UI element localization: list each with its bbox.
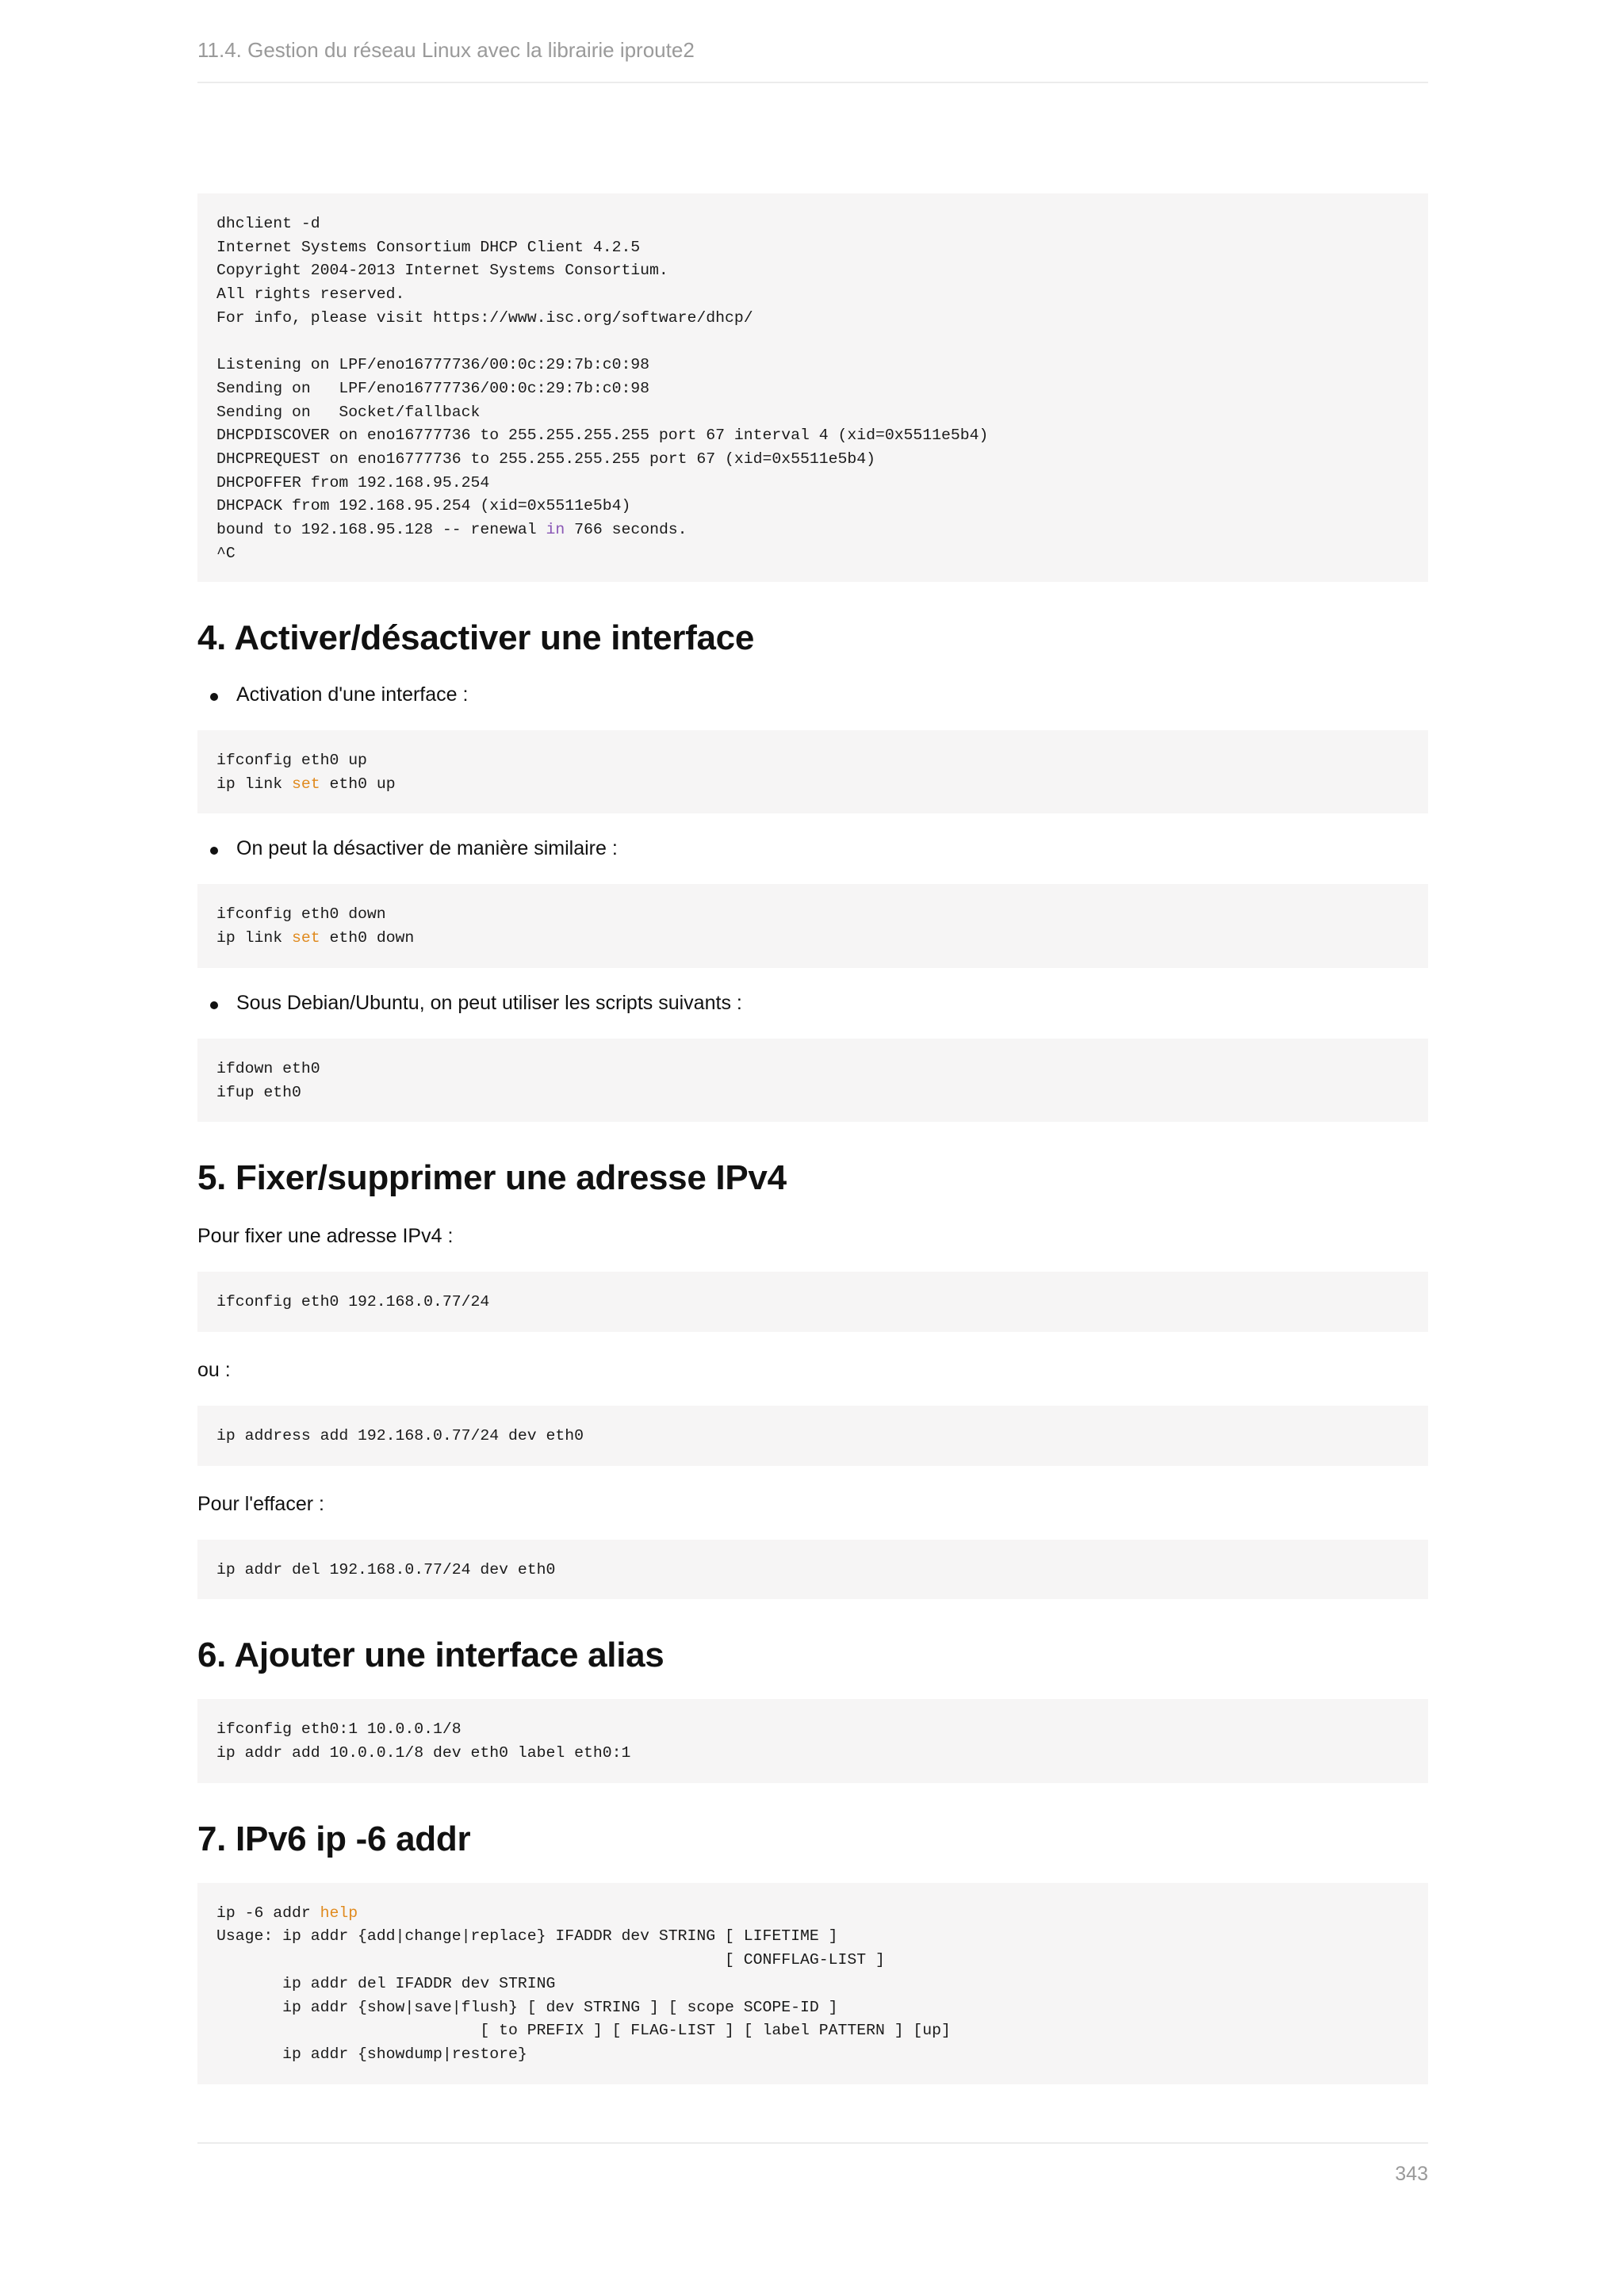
list-item: Activation d'une interface : bbox=[197, 683, 1428, 706]
footer-divider bbox=[197, 2142, 1428, 2144]
code-keyword: in bbox=[546, 521, 565, 539]
code-keyword: set bbox=[291, 929, 320, 947]
code-block-link-up: ifconfig eth0 up ip link set eth0 up bbox=[197, 730, 1428, 813]
code-block-alias: ifconfig eth0:1 10.0.0.1/8 ip addr add 10.0.0.1/8 dev eth0 label eth0:1 bbox=[197, 1699, 1428, 1782]
section-heading-6: 6. Ajouter une interface alias bbox=[197, 1636, 665, 1675]
running-header: 11.4. Gestion du réseau Linux avec la librairie iproute2 bbox=[197, 38, 1428, 83]
section-heading-4: 4. Activer/désactiver une interface bbox=[197, 618, 754, 657]
list-item: Sous Debian/Ubuntu, on peut utiliser les scripts suivants : bbox=[197, 992, 1428, 1015]
code-block-link-down: ifconfig eth0 down ip link set eth0 down bbox=[197, 884, 1428, 967]
page-content bbox=[197, 193, 1428, 2084]
paragraph: Pour l'effacer : bbox=[197, 1492, 324, 1515]
code-block-ip-addr-del: ip addr del 192.168.0.77/24 dev eth0 bbox=[197, 1540, 1428, 1600]
code-block-ifdown-ifup: ifdown eth0 ifup eth0 bbox=[197, 1039, 1428, 1122]
code-keyword: help bbox=[320, 1904, 358, 1922]
paragraph: Pour fixer une adresse IPv4 : bbox=[197, 1225, 454, 1248]
code-block-ip-address-add: ip address add 192.168.0.77/24 dev eth0 bbox=[197, 1406, 1428, 1466]
paragraph: ou : bbox=[197, 1358, 231, 1381]
page-number: 343 bbox=[1395, 2163, 1428, 2185]
section-heading-7: 7. IPv6 ip -6 addr bbox=[197, 1819, 471, 1858]
code-block-ifconfig-ip: ifconfig eth0 192.168.0.77/24 bbox=[197, 1272, 1428, 1332]
bullet-list bbox=[197, 992, 1428, 1015]
list-item: On peut la désactiver de manière similaire : bbox=[197, 837, 1428, 860]
code-block-dhclient: dhclient -d Internet Systems Consortium DHCP Client 4.2.5 Copyright 2004-2013 Internet Systems Consortium. All rights reserved. For info, please visit https://www.isc.org/software/dhcp/ Listening on LPF/eno16777736/00:0c:29:7b:c0:98 Sending on LPF/eno16777736/00:0c:29:7b:c0:98 Sending on Socket/fallback DHCPDISCOVER on eno16777736 to 255.255.255.255 port 67 interval 4 (xid=0x5511e5b4) DHCPREQUEST on eno16777736 to 255.255.255.255 port 67 (xid=0x5511e5b4) DHCPOFFER from 192.168.95.254 DHCPACK from 192.168.95.254 (xid=0x5511e5b4) bound to 192.168.95.128 -- renewal in 766 seconds. ^C bbox=[197, 193, 1428, 582]
code-block-ipv6-help: ip -6 addr help Usage: ip addr {add|change|replace} IFADDR dev STRING [ LIFETIME ] [ CONFFLAG-LIST ] ip addr del IFADDR dev STRING ip addr {show|save|flush} [ dev STRING ] [ scope SCOPE-ID ] [ to PREFIX ] [ FLAG-LIST ] [ label PATTERN ] [up] ip addr {showdump|restore} bbox=[197, 1883, 1428, 2084]
bullet-list bbox=[197, 837, 1428, 860]
section-heading-5: 5. Fixer/supprimer une adresse IPv4 bbox=[197, 1158, 787, 1198]
code-keyword: set bbox=[291, 775, 320, 793]
bullet-list bbox=[197, 683, 1428, 706]
